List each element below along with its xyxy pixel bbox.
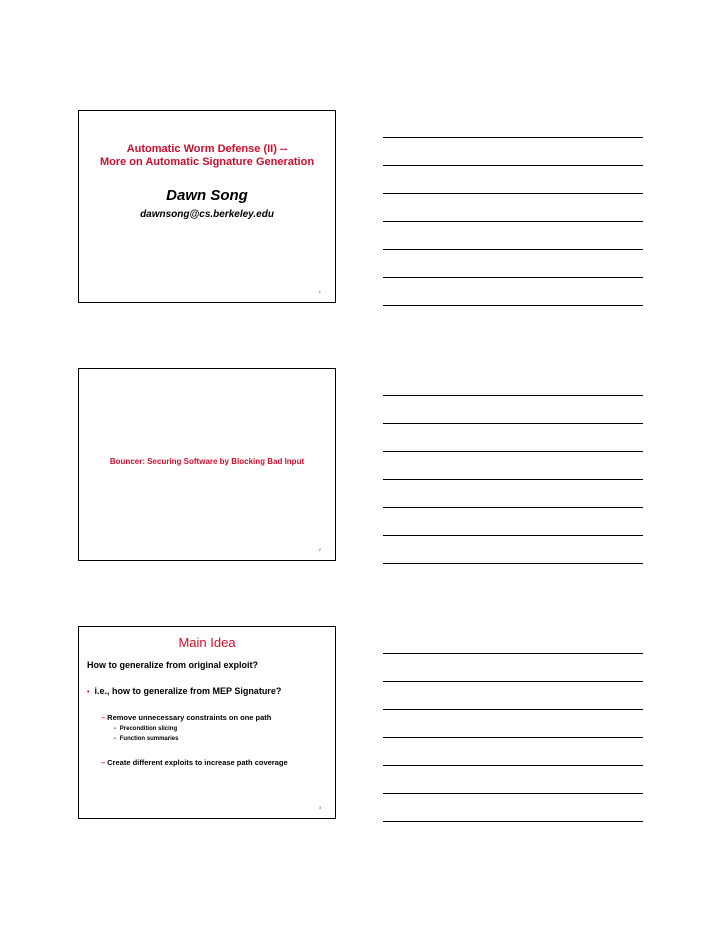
slide-2-title: Bouncer: Securing Software by Blocking Bad Input: [109, 457, 305, 466]
notes-line: [383, 193, 643, 194]
notes-line: [383, 535, 643, 536]
slide-1-title-line-2: More on Automatic Signature Generation: [99, 156, 315, 168]
notes-line: [383, 479, 643, 480]
notes-line: [383, 709, 643, 710]
author-email: dawnsong@cs.berkeley.edu: [140, 209, 274, 220]
notes-line: [383, 221, 643, 222]
notes-line: [383, 249, 643, 250]
notes-line: [383, 793, 643, 794]
notes-line: [383, 653, 643, 654]
slide-3-question: How to generalize from original exploit?: [87, 660, 259, 670]
notes-line: [383, 563, 643, 564]
notes-line: [383, 507, 643, 508]
bullet-icon: •: [87, 689, 90, 696]
notes-line: [383, 765, 643, 766]
notes-line: [383, 821, 643, 822]
sub-sub-point: [114, 736, 178, 742]
author-name: Dawn Song: [166, 187, 248, 204]
sub-point: [101, 758, 288, 767]
sub-point-text: Remove unnecessary constraints on one path: [107, 713, 272, 722]
notes-line: [383, 395, 643, 396]
slide-3-bullet: [87, 686, 281, 696]
dash-icon: –: [101, 758, 106, 767]
slide-3-heading: Main Idea: [178, 635, 236, 650]
slide-1-title: [79, 143, 335, 169]
sub-sub-point: [114, 726, 177, 732]
slide-3: [78, 626, 336, 819]
slide-number: 2: [318, 547, 321, 552]
notes-line: [383, 305, 643, 306]
notes-line: [383, 681, 643, 682]
dash-icon: –: [101, 713, 106, 722]
slide-number: 3: [318, 805, 321, 810]
slide-1: [78, 110, 336, 303]
sub-sub-point-text: Precondition slicing: [119, 726, 178, 732]
notes-line: [383, 137, 643, 138]
notes-line: [383, 277, 643, 278]
sub-point: [101, 713, 271, 722]
notes-line: [383, 451, 643, 452]
bullet-icon: •: [114, 726, 116, 732]
notes-line: [383, 737, 643, 738]
bullet-text: i.e., how to generalize from MEP Signature?: [94, 686, 282, 696]
notes-line: [383, 423, 643, 424]
slide-2: [78, 368, 336, 561]
notes-line: [383, 165, 643, 166]
sub-sub-point-text: Function summaries: [119, 736, 179, 742]
slide-1-title-line-1: Automatic Worm Defense (II) --: [126, 143, 288, 155]
slide-number: 1: [318, 289, 321, 294]
bullet-icon: •: [114, 736, 116, 742]
sub-point-text: Create different exploits to increase path coverage: [107, 758, 288, 767]
